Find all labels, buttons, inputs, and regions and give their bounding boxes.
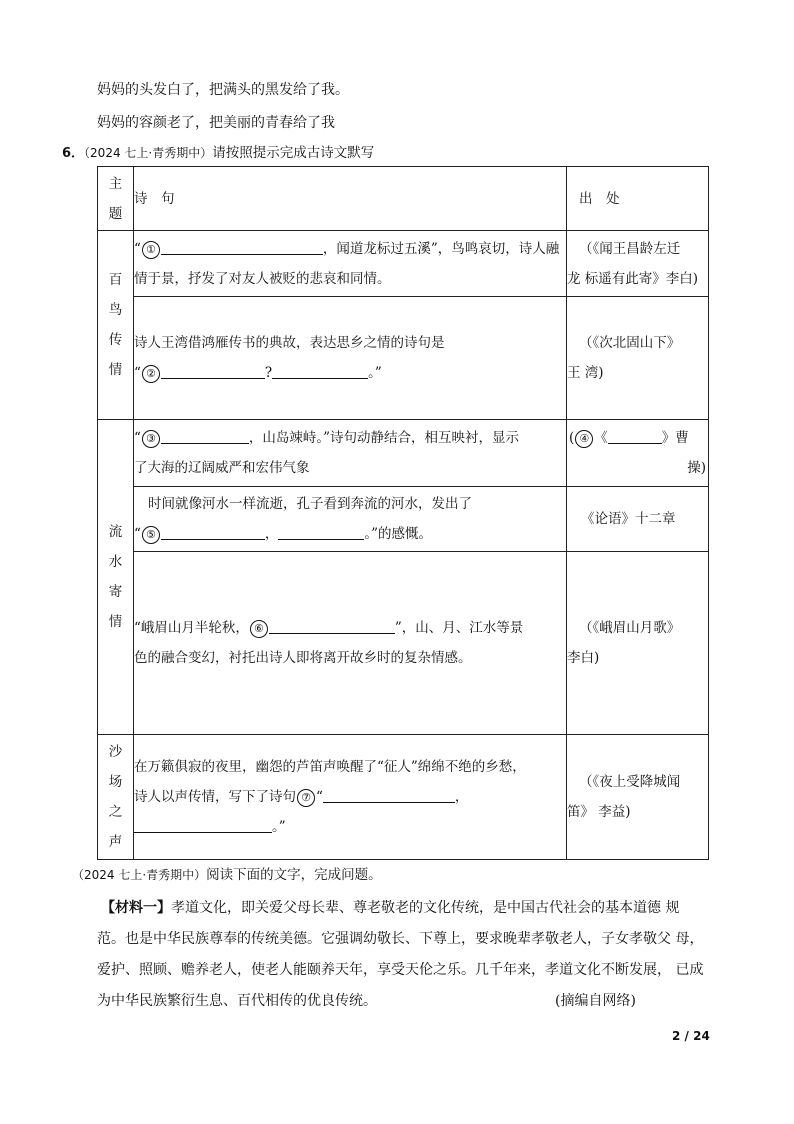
poem-recitation-table — [97, 166, 709, 860]
verse-cell-5: “峨眉山月半轮秋， ⑥ ”，山、月、江水等景 色的融合变幻，衬托出诗人即将离开故乡时的复杂情感。 — [134, 552, 567, 735]
header-source: 出 处 — [567, 167, 709, 231]
table-row — [98, 552, 709, 735]
table-row — [98, 297, 709, 420]
verse-cell-1: “ ① ，闻道龙标过五溪”，鸟鸣哀切，诗人融 情于景，抒发了对友人被贬的悲哀和同情。 — [134, 231, 567, 297]
verse-cell-4: 时间就像河水一样流逝，孔子看到奔流的河水，发出了 “ ⑤ ， 。”的感慨。 — [134, 487, 567, 552]
answer-blank-1[interactable] — [161, 238, 323, 255]
blank-number-1: ① — [142, 241, 160, 259]
reading-header — [72, 865, 382, 885]
answer-blank-2a[interactable] — [161, 362, 265, 379]
answer-blank-3[interactable] — [161, 427, 249, 444]
answer-blank-5b[interactable] — [278, 523, 364, 540]
topic-bird: 百 鸟 传 情 — [98, 231, 134, 420]
page-number: 2 / 24 — [672, 1029, 710, 1043]
answer-blank-6[interactable] — [269, 617, 395, 634]
blank-number-2: ② — [142, 365, 160, 383]
blank-number-5: ⑤ — [142, 526, 160, 544]
source-cell-1: （《闻王昌龄左迁 龙 标遥有此寄》李白) — [567, 231, 709, 297]
answer-blank-4[interactable] — [608, 427, 662, 444]
answer-blank-5a[interactable] — [161, 523, 265, 540]
table-row — [98, 487, 709, 552]
topic-water: 流 水 寄 情 — [98, 420, 134, 735]
material-one-paragraph: 【材料一】孝道文化，即关爱父母长辈、尊老敬老的文化传统，是中国古代社会的基本道德 规 范。也是中华民族尊奉的传统美德。它强调幼敬长、下尊上，要求晚辈孝敬老人，子女孝敬父 母， 爱护、照顾、赡养老人，使老人能颐养天年，享受天伦之乐。几千年来，孝道文化不断发展， 已成 为中华民族繁衍生息、百代相传的优良传统。 (摘编自网络) — [97, 893, 722, 1017]
answer-blank-7a[interactable] — [323, 786, 455, 803]
blank-number-7: ⑦ — [297, 789, 315, 807]
question-6-header — [62, 143, 374, 164]
answer-blank-2b[interactable] — [272, 362, 368, 379]
text-line-1: 妈妈的头发白了，把满头的黑发给了我。 — [97, 82, 349, 98]
blank-number-6: ⑥ — [250, 620, 268, 638]
source-cell-4: 《论语》十二章 — [567, 487, 709, 552]
source-cell-5: （《峨眉山月歌》 李白) — [567, 552, 709, 735]
question-source: （2024 七上·青秀期中） — [84, 146, 213, 160]
text-line-2: 妈妈的容颜老了，把美丽的青春给了我 — [97, 115, 335, 131]
table-header-row — [98, 167, 709, 231]
verse-cell-2: 诗人王湾借鸿雁传书的典故，表达思乡之情的诗句是 “ ② ? 。” — [134, 297, 567, 420]
reading-prompt: 阅读下面的文字，完成问题。 — [206, 867, 382, 883]
source-cell-6: （《夜上受降城闻 笛》 李益) — [567, 735, 709, 860]
verse-cell-6: 在万籁俱寂的夜里，幽怨的芦笛声唤醒了“征人”绵绵不绝的乡愁， 诗人以声传情，写下了诗句 ⑦ “ ， 。” — [134, 735, 567, 860]
material-citation: (摘编自网络) — [555, 993, 636, 1009]
answer-blank-7b[interactable] — [134, 816, 272, 833]
header-verse: 诗 句 — [134, 167, 567, 231]
topic-desert: 沙 场 之 声 — [98, 735, 134, 860]
source-cell-2: （《次北固山下》 王 湾) — [567, 297, 709, 420]
verse-cell-3: “ ③ ，山岛竦峙。”诗句动静结合，相互映衬，显示 了大海的辽阔威严和宏伟气象 — [134, 420, 567, 487]
question-prompt: 请按照提示完成古诗文默写 — [212, 145, 375, 161]
material-label: 【材料一】 — [101, 900, 171, 916]
table-row — [98, 735, 709, 860]
blank-number-3: ③ — [142, 430, 160, 448]
reading-source: （2024 七上·青秀期中） — [72, 868, 207, 882]
table-row — [98, 420, 709, 487]
question-number: 6． — [62, 146, 85, 161]
source-cell-3: ( ④ 《 》曹 操) — [567, 420, 709, 487]
table-row — [98, 231, 709, 297]
header-topic: 主 题 — [98, 167, 134, 231]
blank-number-4: ④ — [575, 430, 593, 448]
